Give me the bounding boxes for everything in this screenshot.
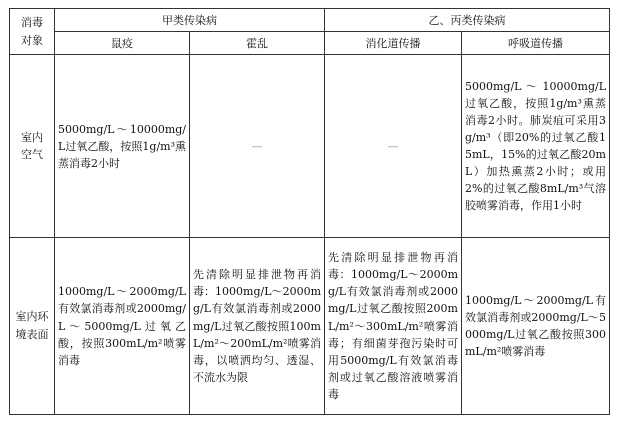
cell-air-respiratory: 5000mg/L ～ 10000mg/L过氧乙酸，按照1g/m³熏蒸消毒2小时。肺炭疽可采用3g/m³（即20%的过氧乙酸15mL，15%的过氧乙酸20mL）加热熏蒸2小时；或用2%的过氧乙酸8mL/m³气溶胶喷雾消毒，作用1小时 xyxy=(462,55,610,238)
col-header-digestive: 消化道传播 xyxy=(325,32,462,55)
row-target-line2: 空气 xyxy=(21,148,43,162)
row-target-line2: 境表面 xyxy=(15,328,49,342)
disinfection-table xyxy=(9,8,610,415)
cell-surface-digestive: 先清除明显排泄物再消毒：1000mg/L～2000mg/L有效氯消毒剂或2000mg/L过氧乙酸按照200mL/m²～300mL/m²喷雾消毒；有细菌芽孢污染时可用5000mg/L有效氯消毒剂或过氧乙酸溶液喷雾消毒 xyxy=(325,238,462,415)
row-target-indoor-air xyxy=(10,55,55,238)
table-row-indoor-surface xyxy=(10,238,610,415)
cell-surface-cholera: 先清除明显排泄物再消毒：1000mg/L～2000mg/L有效氯消毒剂或2000mg/L过氧乙酸按照100mL/m²～200mL/m²喷雾消毒，以喷洒均匀、透湿、不流水为限 xyxy=(190,238,325,415)
target-header-line2: 对象 xyxy=(21,33,43,47)
row-target-line1: 室内环 xyxy=(15,310,49,324)
row-target-line1: 室内 xyxy=(21,130,43,144)
row-target-label xyxy=(13,129,51,164)
cell-surface-plague: 1000mg/L～2000mg/L有效氯消毒剂或2000mg/L～5000mg/L过氧乙酸，按照300mL/m²喷雾消毒 xyxy=(55,238,190,415)
group-a-header: 甲类传染病 xyxy=(55,9,325,32)
target-header-cell xyxy=(10,9,55,55)
target-header-line1: 消毒 xyxy=(21,16,43,30)
group-b-header: 乙、丙类传染病 xyxy=(325,9,610,32)
col-header-cholera: 霍乱 xyxy=(190,32,325,55)
row-target-label xyxy=(13,308,51,343)
cell-air-digestive: — xyxy=(325,55,462,238)
cell-air-cholera: — xyxy=(190,55,325,238)
table-row-indoor-air xyxy=(10,55,610,238)
col-header-respiratory: 呼吸道传播 xyxy=(462,32,610,55)
header-row-groups xyxy=(10,9,610,32)
cell-surface-respiratory: 1000mg/L～2000mg/L有效氯消毒剂或2000mg/L～5000mg/L过氧乙酸按照300mL/m²喷雾消毒 xyxy=(462,238,610,415)
header-row-columns xyxy=(10,32,610,55)
col-header-plague: 鼠疫 xyxy=(55,32,190,55)
row-target-indoor-surface xyxy=(10,238,55,415)
target-header-label xyxy=(13,14,51,49)
cell-air-plague: 5000mg/L～10000mg/L过氧乙酸，按照1g/m³熏蒸消毒2小时 xyxy=(55,55,190,238)
